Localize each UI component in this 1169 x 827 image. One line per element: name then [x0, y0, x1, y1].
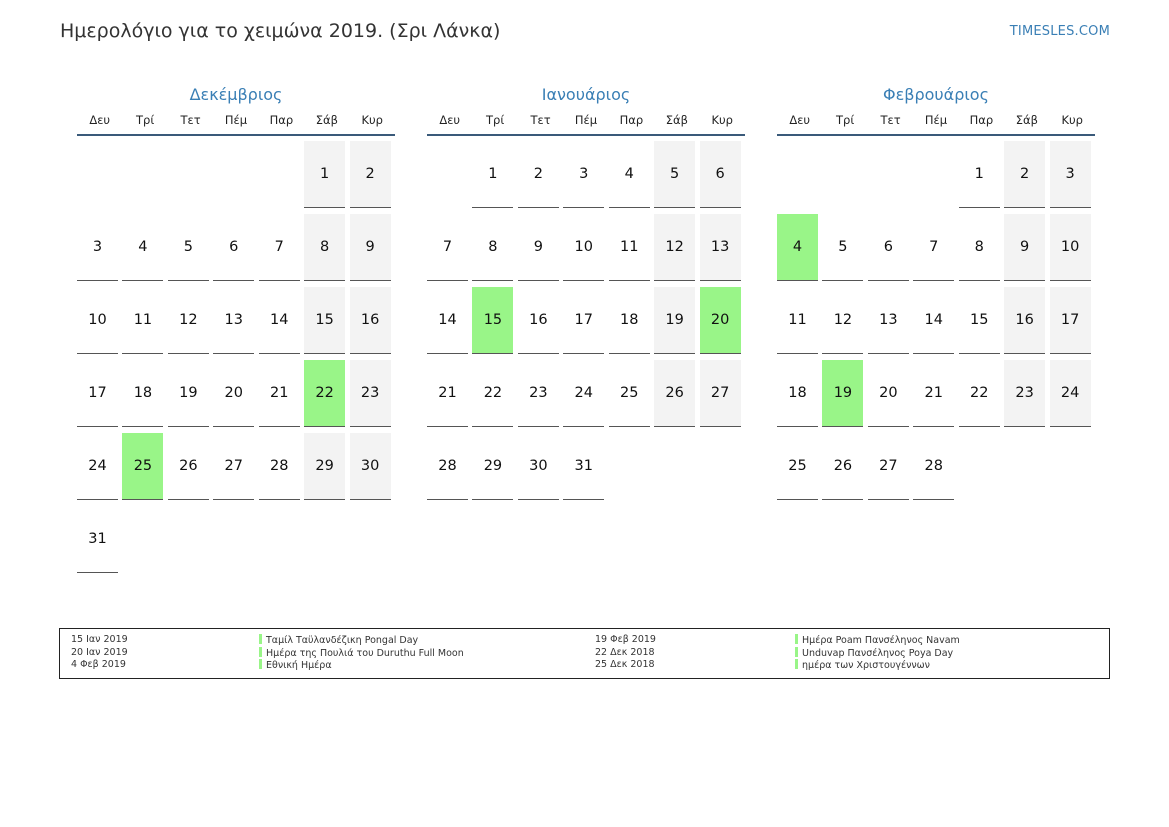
day-cell: 4 — [609, 141, 650, 208]
month-calendar — [77, 84, 395, 591]
weekend-day-cell: 23 — [350, 360, 391, 427]
day-cell: 18 — [122, 360, 163, 427]
weekend-day-cell: 12 — [654, 214, 695, 281]
day-cell: 6 — [868, 214, 909, 281]
weekend-day-cell: 1 — [304, 141, 345, 208]
weekday-header — [777, 106, 1095, 136]
day-cell: 24 — [563, 360, 604, 427]
holiday-swatch — [795, 647, 798, 657]
legend-holiday-name: Ταμίλ Ταϋλανδέζικη Pongal Day — [266, 635, 419, 646]
legend-date: 22 Δεκ 2018 — [595, 646, 655, 658]
weekend-day-cell: 2 — [350, 141, 391, 208]
weekday-label: Σάβ — [1015, 113, 1038, 127]
day-cell: 28 — [259, 433, 300, 500]
day-cell: 1 — [472, 141, 513, 208]
day-cell: 13 — [213, 287, 254, 354]
weekend-day-cell: 26 — [654, 360, 695, 427]
day-cell: 8 — [959, 214, 1000, 281]
legend-names-right — [795, 634, 960, 672]
day-cell: 14 — [913, 287, 954, 354]
day-cell: 22 — [472, 360, 513, 427]
weekday-label: Πέμ — [924, 113, 948, 127]
holiday-swatch — [795, 634, 798, 644]
legend-date: 4 Φεβ 2019 — [71, 659, 126, 670]
weekend-day-cell: 13 — [700, 214, 741, 281]
legend-names-left — [259, 634, 464, 672]
holiday-swatch — [259, 634, 262, 644]
day-cell: 29 — [472, 433, 513, 500]
day-cell: 8 — [472, 214, 513, 281]
legend-holiday-name: Ημέρα της Πουλιά του Duruthu Full Moon — [266, 647, 464, 659]
day-cell: 20 — [213, 360, 254, 427]
day-cell: 25 — [777, 433, 818, 500]
weekend-day-cell: 30 — [350, 433, 391, 500]
day-cell: 18 — [777, 360, 818, 427]
day-cell: 21 — [427, 360, 468, 427]
legend-date: 15 Ιαν 2019 — [71, 634, 128, 645]
day-cell: 7 — [427, 214, 468, 281]
weekday-label: Τετ — [880, 113, 901, 127]
day-cell: 11 — [609, 214, 650, 281]
day-cell: 23 — [518, 360, 559, 427]
holiday-day-cell: 20 — [700, 287, 741, 354]
day-cell: 7 — [259, 214, 300, 281]
day-cell: 6 — [213, 214, 254, 281]
weekday-label: Κυρ — [711, 113, 733, 127]
day-cell: 26 — [168, 433, 209, 500]
weekday-label: Τρί — [136, 113, 155, 127]
day-cell: 30 — [518, 433, 559, 500]
weekend-day-cell: 15 — [304, 287, 345, 354]
day-cell: 28 — [913, 433, 954, 500]
weekday-label: Τρί — [486, 113, 505, 127]
month-name: Ιανουάριος — [541, 85, 631, 104]
holiday-swatch — [259, 647, 262, 657]
weekday-label: Κυρ — [1061, 113, 1083, 127]
weekday-label: Παρ — [269, 113, 294, 127]
day-cell: 31 — [563, 433, 604, 500]
day-cell: 20 — [868, 360, 909, 427]
weekend-day-cell: 29 — [304, 433, 345, 500]
holiday-day-cell: 4 — [777, 214, 818, 281]
day-cell: 2 — [518, 141, 559, 208]
weekday-label: Παρ — [619, 113, 644, 127]
holiday-swatch — [259, 659, 262, 669]
day-cell: 22 — [959, 360, 1000, 427]
day-cell: 13 — [868, 287, 909, 354]
weekday-label: Πέμ — [224, 113, 248, 127]
day-cell: 31 — [77, 506, 118, 573]
month-calendar — [777, 84, 1095, 591]
holiday-swatch — [795, 659, 798, 669]
day-cell: 15 — [959, 287, 1000, 354]
day-cell: 18 — [609, 287, 650, 354]
legend-holiday-name: ημέρα των Χριστουγέννων — [802, 660, 930, 671]
site-link[interactable]: TIMESLES.COM — [1009, 24, 1110, 39]
day-cell: 5 — [822, 214, 863, 281]
day-cell: 17 — [77, 360, 118, 427]
holiday-day-cell: 22 — [304, 360, 345, 427]
weekend-day-cell: 6 — [700, 141, 741, 208]
holiday-day-cell: 15 — [472, 287, 513, 354]
weekend-day-cell: 16 — [350, 287, 391, 354]
weekend-day-cell: 8 — [304, 214, 345, 281]
legend-holiday-name: Unduvap Πανσέληνος Poya Day — [802, 647, 954, 659]
weekday-label: Δευ — [89, 113, 111, 127]
month-name: Δεκέμβριος — [189, 85, 283, 104]
day-cell: 9 — [518, 214, 559, 281]
day-cell: 14 — [259, 287, 300, 354]
day-cell: 4 — [122, 214, 163, 281]
holiday-day-cell: 25 — [122, 433, 163, 500]
day-cell: 12 — [168, 287, 209, 354]
day-grid — [777, 141, 1095, 591]
day-cell: 11 — [777, 287, 818, 354]
day-cell: 3 — [563, 141, 604, 208]
day-cell: 16 — [518, 287, 559, 354]
legend-item — [259, 634, 464, 647]
weekday-label: Τετ — [180, 113, 201, 127]
day-cell: 11 — [122, 287, 163, 354]
weekday-label: Σάβ — [315, 113, 338, 127]
weekday-label: Τετ — [530, 113, 551, 127]
day-cell: 12 — [822, 287, 863, 354]
weekday-label: Πέμ — [574, 113, 598, 127]
legend-date: 20 Ιαν 2019 — [71, 646, 128, 658]
legend-item — [795, 659, 960, 672]
day-cell: 26 — [822, 433, 863, 500]
day-cell: 19 — [168, 360, 209, 427]
day-cell: 7 — [913, 214, 954, 281]
legend-item — [795, 647, 960, 660]
day-cell: 3 — [77, 214, 118, 281]
weekday-label: Κυρ — [361, 113, 383, 127]
legend-date: 19 Φεβ 2019 — [595, 634, 656, 645]
legend-item — [259, 647, 464, 660]
weekend-day-cell: 16 — [1004, 287, 1045, 354]
weekday-label: Τρί — [836, 113, 855, 127]
weekend-day-cell: 9 — [1004, 214, 1045, 281]
day-cell: 1 — [959, 141, 1000, 208]
month-calendar — [427, 84, 745, 591]
day-grid — [427, 141, 745, 591]
legend-item — [259, 659, 464, 672]
day-cell: 25 — [609, 360, 650, 427]
holiday-legend — [59, 628, 1110, 679]
weekend-day-cell: 3 — [1050, 141, 1091, 208]
month-name: Φεβρουάριος — [883, 85, 989, 104]
day-cell: 21 — [259, 360, 300, 427]
day-cell: 5 — [168, 214, 209, 281]
legend-holiday-name: Ημέρα Poam Πανσέληνος Navam — [802, 635, 960, 646]
day-cell: 21 — [913, 360, 954, 427]
day-cell: 28 — [427, 433, 468, 500]
weekend-day-cell: 27 — [700, 360, 741, 427]
weekend-day-cell: 23 — [1004, 360, 1045, 427]
weekday-label: Σάβ — [665, 113, 688, 127]
weekday-label: Παρ — [969, 113, 994, 127]
day-cell: 24 — [77, 433, 118, 500]
legend-item — [795, 634, 960, 647]
weekday-label: Δευ — [439, 113, 461, 127]
weekday-header — [77, 106, 395, 136]
holiday-day-cell: 19 — [822, 360, 863, 427]
weekend-day-cell: 24 — [1050, 360, 1091, 427]
weekend-day-cell: 19 — [654, 287, 695, 354]
weekend-day-cell: 9 — [350, 214, 391, 281]
day-cell: 10 — [77, 287, 118, 354]
legend-holiday-name: Εθνική Ημέρα — [266, 660, 332, 671]
weekend-day-cell: 17 — [1050, 287, 1091, 354]
legend-dates-right — [595, 634, 656, 672]
weekday-header — [427, 106, 745, 136]
weekend-day-cell: 2 — [1004, 141, 1045, 208]
weekday-label: Δευ — [789, 113, 811, 127]
day-cell: 17 — [563, 287, 604, 354]
day-cell: 10 — [563, 214, 604, 281]
day-cell: 14 — [427, 287, 468, 354]
weekend-day-cell: 5 — [654, 141, 695, 208]
day-cell: 27 — [213, 433, 254, 500]
day-cell: 27 — [868, 433, 909, 500]
day-grid — [77, 141, 395, 591]
page-title: Ημερολόγιο για το χειμώνα 2019. (Σρι Λάνκα) — [60, 20, 501, 42]
weekend-day-cell: 10 — [1050, 214, 1091, 281]
legend-date: 25 Δεκ 2018 — [595, 659, 655, 670]
legend-dates-left — [71, 634, 128, 672]
